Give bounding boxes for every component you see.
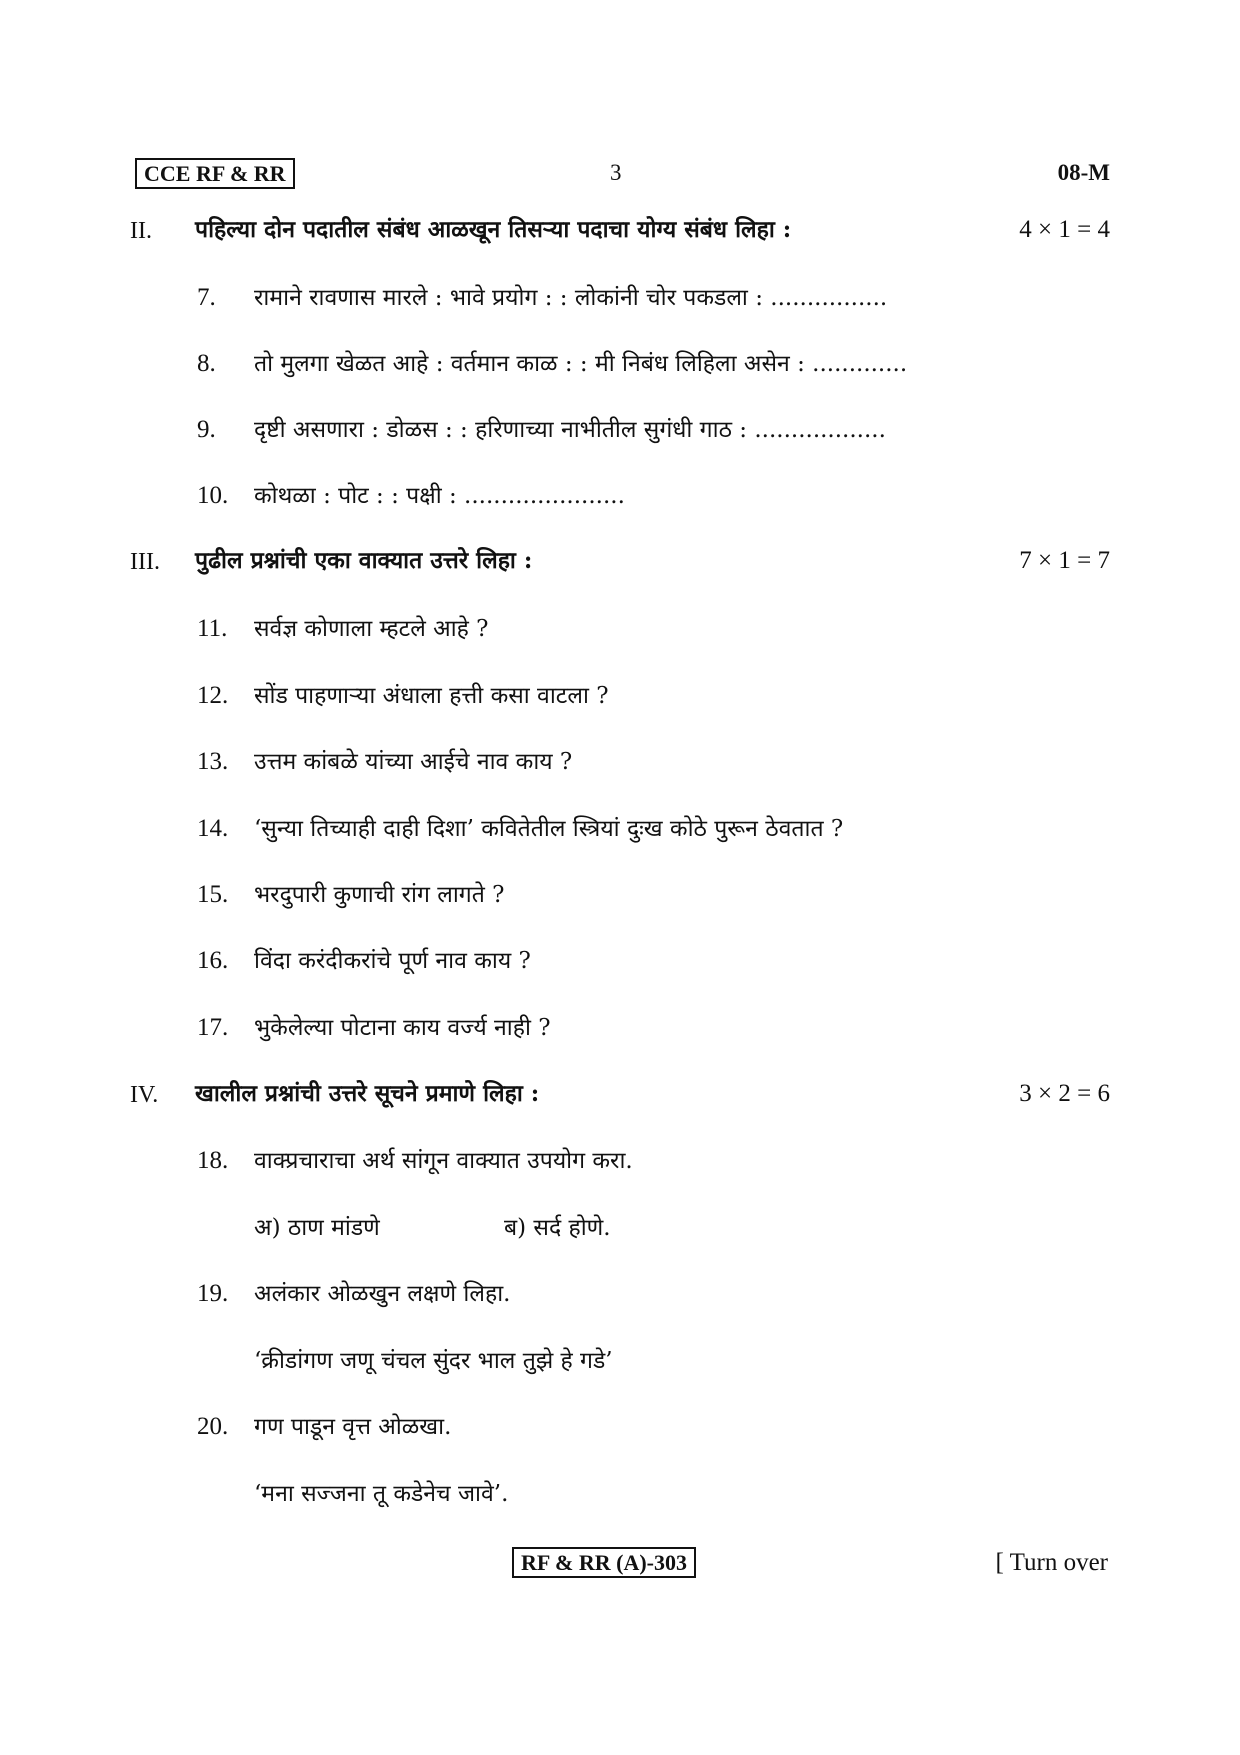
question-text: दृष्टी असणारा : डोळस : : हरिणाच्या नाभीतील सुगंधी गाठ : .................. xyxy=(254,417,886,443)
section-number: II. xyxy=(130,218,152,244)
paper-code: 08-M xyxy=(1057,160,1110,185)
question-item xyxy=(197,877,1097,917)
section-title: खालील प्रश्नांची उत्तरे सूचने प्रमाणे लिहा : xyxy=(195,1080,540,1107)
section-marks: 3 × 2 = 6 xyxy=(1019,1080,1110,1107)
question-text: तो मुलगा खेळत आहे : वर्तमान काळ : : मी निबंध लिहिला असेन : ............. xyxy=(254,351,908,377)
question-number: 15. xyxy=(197,881,229,908)
section-number: IV. xyxy=(130,1082,159,1108)
question-item xyxy=(197,346,1097,386)
question-quote: ‘मना सज्जना तू कडेनेच जावे’. xyxy=(254,1481,509,1507)
question-item xyxy=(197,1276,1097,1316)
section-header-2 xyxy=(130,212,1110,252)
question-number: 8. xyxy=(197,350,216,377)
footer-code-box: RF & RR (A)-303 xyxy=(512,1547,696,1578)
question-number: 18. xyxy=(197,1147,229,1174)
question-text: भुकेलेल्या पोटाना काय वर्ज्य नाही ? xyxy=(254,1015,551,1041)
question-quote: ‘क्रीडांगण जणू चंचल सुंदर भाल तुझे हे गडे’ xyxy=(254,1348,613,1374)
question-text: सोंड पाहणाऱ्या अंधाला हत्ती कसा वाटला ? xyxy=(254,683,609,709)
question-number: 16. xyxy=(197,947,229,974)
question-item xyxy=(197,412,1097,452)
question-item xyxy=(197,811,1097,851)
question-text: भरदुपारी कुणाची रांग लागते ? xyxy=(254,882,505,908)
question-text: ‘सुन्या तिच्याही दाही दिशा’ कवितेतील स्त्रियां दुःख कोठे पुरून ठेवतात ? xyxy=(254,816,844,842)
question-number: 13. xyxy=(197,748,229,775)
section-title: पुढील प्रश्नांची एका वाक्यात उत्तरे लिहा : xyxy=(195,547,533,574)
question-item xyxy=(197,1409,1097,1449)
question-text: सर्वज्ञ कोणाला म्हटले आहे ? xyxy=(254,616,489,642)
question-number: 20. xyxy=(197,1413,229,1440)
option-b: ब) सर्द होणे. xyxy=(504,1215,611,1241)
section-header-3 xyxy=(130,543,1110,583)
question-text: रामाने रावणास मारले : भावे प्रयोग : : लोकांनी चोर पकडला : ................ xyxy=(254,285,888,311)
question-item xyxy=(197,611,1097,651)
question-number: 14. xyxy=(197,815,229,842)
section-marks: 7 × 1 = 7 xyxy=(1019,547,1110,574)
question-number: 19. xyxy=(197,1280,229,1307)
question-text: अलंकार ओळखुन लक्षणे लिहा. xyxy=(254,1281,511,1307)
question-item xyxy=(197,478,1097,518)
question-options xyxy=(254,1210,611,1242)
turn-over-note: [ Turn over xyxy=(995,1549,1108,1576)
question-item xyxy=(197,744,1097,784)
section-title: पहिल्या दोन पदातील संबंध आळखून तिसऱ्या पदाचा योग्य संबंध लिहा : xyxy=(195,216,792,243)
question-text: कोथळा : पोट : : पक्षी : ...................... xyxy=(254,483,625,509)
exam-code-box: CCE RF & RR xyxy=(135,158,295,189)
section-marks: 4 × 1 = 4 xyxy=(1019,216,1110,243)
question-number: 11. xyxy=(197,615,228,642)
page-footer xyxy=(0,1547,1240,1583)
question-item xyxy=(197,1143,1097,1183)
question-item xyxy=(197,943,1097,983)
question-item xyxy=(197,280,1097,320)
question-number: 17. xyxy=(197,1014,229,1041)
question-text: गण पाडून वृत्त ओळखा. xyxy=(254,1414,452,1440)
question-item xyxy=(197,678,1097,718)
section-header-4 xyxy=(130,1076,1110,1116)
question-number: 9. xyxy=(197,416,216,443)
question-number: 7. xyxy=(197,284,216,311)
question-number: 12. xyxy=(197,682,229,709)
question-number: 10. xyxy=(197,482,229,509)
question-item xyxy=(197,1010,1097,1050)
question-text: विंदा करंदीकरांचे पूर्ण नाव काय ? xyxy=(254,948,531,974)
question-text: उत्तम कांबळे यांच्या आईचे नाव काय ? xyxy=(254,749,573,775)
question-text: वाक्प्रचाराचा अर्थ सांगून वाक्यात उपयोग करा. xyxy=(254,1148,633,1174)
page-number: 3 xyxy=(610,160,622,185)
page-header xyxy=(135,158,1110,194)
section-number: III. xyxy=(130,549,160,575)
option-a: अ) ठाण मांडणे xyxy=(254,1215,380,1241)
